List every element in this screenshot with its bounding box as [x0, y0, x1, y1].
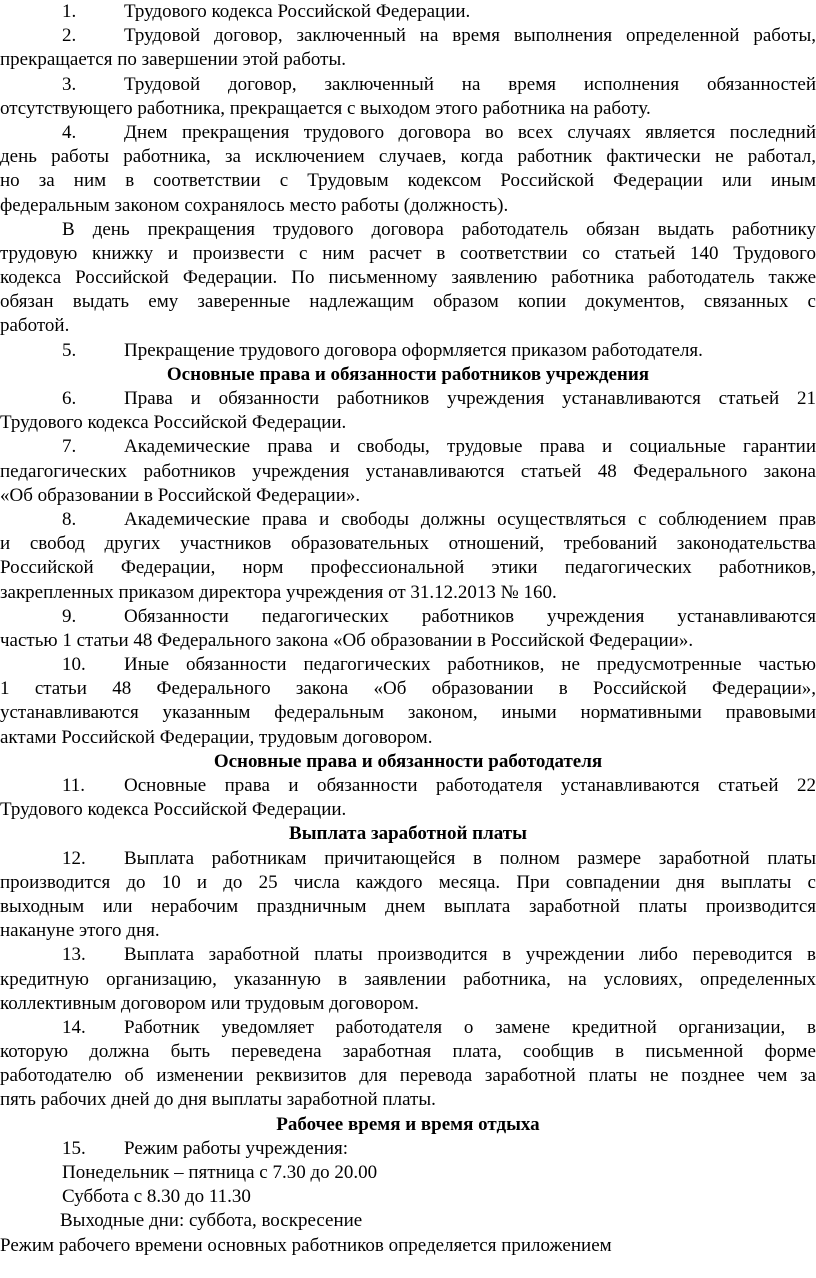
item-text: Режим работы учреждения: [124, 1137, 349, 1159]
text-line: коллективным договором или трудовым договором. [0, 992, 419, 1014]
list-item-4 [0, 121, 816, 145]
text-line: пять рабочих дней до дня выплаты заработной платы. [0, 1089, 436, 1111]
item-number: 11. [62, 775, 86, 796]
text-line: устанавливаются указанным федеральным законом, иными нормативными правовыми [0, 702, 816, 724]
text-line: федеральным законом сохранялось место работы (должность). [0, 194, 509, 216]
text-line: работой. [0, 315, 70, 337]
schedule-weekdays: Понедельник – пятница с 7.30 до 20.00 [62, 1162, 378, 1183]
item-number: 1. [62, 1, 77, 22]
list-item-12 [0, 847, 816, 871]
list-item-6 [0, 387, 816, 411]
text-line: «Об образовании в Российской Федерации». [0, 484, 361, 506]
item-text: Трудового кодекса Российской Федерации. [124, 1, 471, 22]
list-item-7 [0, 435, 816, 459]
list-item-11 [0, 774, 816, 798]
item-number: 14. [62, 1016, 86, 1038]
text-line: Российской Федерации, норм профессиональной этики педагогических работников, [0, 557, 816, 579]
item-number: 3. [62, 73, 77, 95]
item-number: 8. [62, 508, 77, 530]
text-line: которую должна быть переведена заработная плата, сообщив в письменной форме [0, 1041, 816, 1063]
item-text: Трудовой договор, заключенный на время исполнения обязанностей [124, 73, 816, 95]
list-item-8 [0, 508, 816, 532]
text-line: день работы работника, за исключением случаев, когда работник фактически не работал, [0, 146, 816, 168]
text-line: и свобод других участников образовательных отношений, требований законодательства [0, 533, 816, 555]
item-text: Академические права и свободы, трудовые права и социальные гарантии [124, 436, 816, 458]
item-number: 12. [62, 847, 86, 869]
text-line: 1 статьи 48 Федерального закона «Об образовании в Российской Федерации», [0, 678, 816, 700]
section-heading: Рабочее время и время отдыха [276, 1113, 540, 1135]
list-item-2 [0, 24, 816, 48]
item-text: Днем прекращения трудового договора во всех случаях является последний [124, 121, 816, 143]
text-line: обязан выдать ему заверенные надлежащим образом копии документов, связанных с [0, 291, 816, 313]
item-number: 15. [62, 1137, 86, 1159]
item-number: 9. [62, 605, 77, 627]
paragraph-text: В день прекращения трудового договора работодатель обязан выдать работнику [62, 218, 816, 240]
item-text: Права и обязанности работников учреждения устанавливаются статьей 21 [124, 388, 816, 409]
item-number: 10. [62, 654, 86, 676]
text-line: актами Российской Федерации, трудовым договором. [0, 726, 433, 748]
section-heading: Выплата заработной платы [289, 823, 527, 845]
text-line: Трудового кодекса Российской Федерации. [0, 412, 347, 434]
item-text: Трудовой договор, заключенный на время выполнения определенной работы, [124, 25, 816, 47]
text-line: Трудового кодекса Российской Федерации. [0, 799, 347, 821]
text-line: кодекса Российской Федерации. По письменному заявлению работника работодатель также [0, 267, 816, 289]
item-text: Обязанности педагогических работников учреждения устанавливаются [124, 605, 816, 627]
schedule-days-off: Выходные дни: суббота, воскресение [60, 1210, 363, 1232]
item-text: Академические права и свободы должны осуществляться с соблюдением прав [124, 508, 816, 530]
paragraph-start [0, 218, 816, 242]
list-item-3 [0, 73, 816, 97]
text-line: трудовую книжку и произвести с ним расчет в соответствии со статьей 140 Трудового [0, 242, 816, 264]
list-item-15 [0, 1137, 816, 1161]
schedule-saturday: Суббота с 8.30 до 11.30 [62, 1186, 251, 1208]
final-line: Режим рабочего времени основных работников определяется приложением [0, 1234, 612, 1256]
item-text: Основные права и обязанности работодателя устанавливаются статьей 22 [124, 775, 816, 796]
item-number: 4. [62, 121, 77, 143]
text-line: отсутствующего работника, прекращается с выходом этого работника на работу. [0, 97, 651, 119]
item-text: Выплата заработной платы производится в учреждении либо переводится в [124, 944, 816, 966]
text-line: работодателю об изменении реквизитов для перевода заработной платы не позднее чем за [0, 1065, 816, 1087]
item-number: 6. [62, 388, 77, 409]
item-number: 2. [62, 25, 77, 47]
item-text: Выплата работникам причитающейся в полном размере заработной платы [124, 847, 816, 869]
item-number: 7. [62, 436, 77, 458]
list-item-13 [0, 943, 816, 967]
section-heading: Основные права и обязанности работников учреждения [166, 363, 650, 385]
text-line: педагогических работников учреждения устанавливаются статьей 48 Федерального закона [0, 460, 816, 482]
text-line: частью 1 статьи 48 Федерального закона «Об образовании в Российской Федерации». [0, 629, 694, 651]
text-line: кредитную организацию, указанную в заявлении работника, на условиях, определенных [0, 968, 816, 990]
list-item-5 [0, 339, 816, 363]
item-number: 13. [62, 944, 86, 966]
item-text: Прекращение трудового договора оформляется приказом работодателя. [124, 339, 703, 361]
text-line: прекращается по завершении этой работы. [0, 49, 346, 71]
list-item-1 [0, 0, 816, 24]
text-line: накануне этого дня. [0, 920, 160, 942]
text-line: выходным или нерабочим праздничным днем выплата заработной платы производится [0, 895, 816, 917]
text-line: но за ним в соответствии с Трудовым кодексом Российской Федерации или иным [0, 170, 816, 192]
item-text: Работник уведомляет работодателя о замене кредитной организации, в [124, 1016, 816, 1038]
list-item-14 [0, 1016, 816, 1040]
list-item-10 [0, 653, 816, 677]
text-line: производится до 10 и до 25 числа каждого месяца. При совпадении дня выплаты с [0, 871, 816, 893]
item-number: 5. [62, 339, 77, 361]
list-item-9 [0, 605, 816, 629]
section-heading: Основные права и обязанности работодателя [213, 750, 603, 772]
item-text: Иные обязанности педагогических работников, не предусмотренные частью [124, 654, 816, 676]
text-line: закрепленных приказом директора учреждения от 31.12.2013 № 160. [0, 581, 557, 603]
